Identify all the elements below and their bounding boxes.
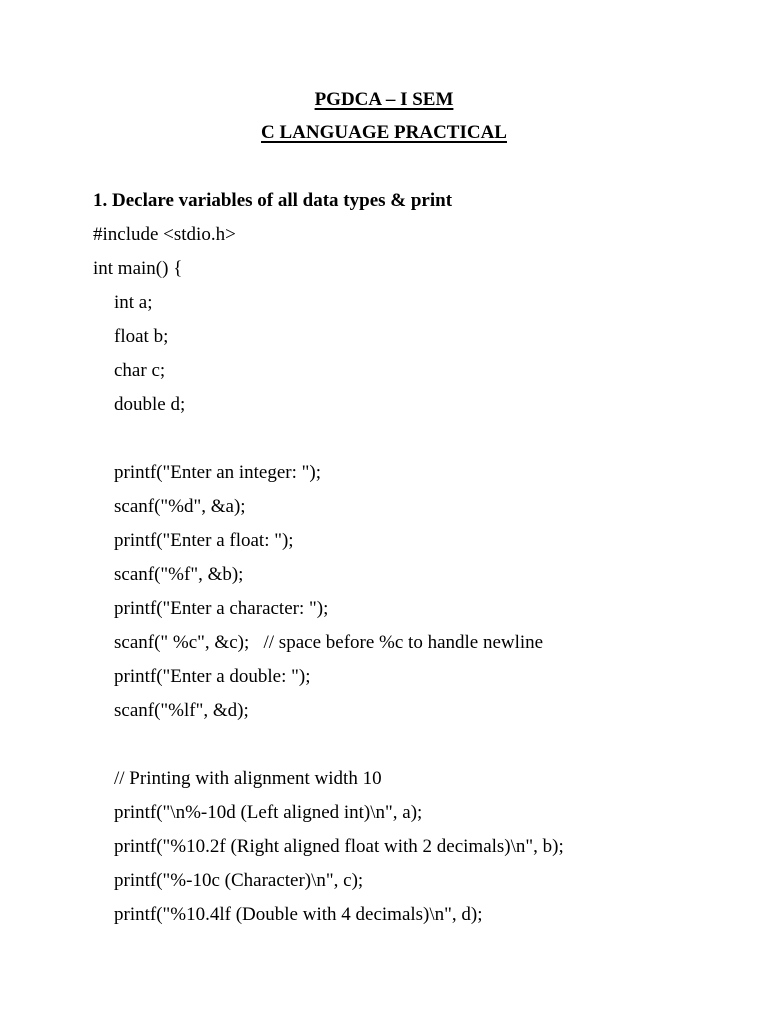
code-line: printf("Enter a double: ");	[114, 666, 311, 687]
code-line: scanf(" %c", &c); // space before %c to handle newline	[114, 632, 544, 653]
code-line: // Printing with alignment width 10	[114, 768, 382, 789]
code-line: printf("\n%-10d (Left aligned int)\n", a);	[114, 802, 423, 823]
section-heading: 1. Declare variables of all data types & print	[93, 190, 453, 211]
document-subtitle: C LANGUAGE PRACTICAL	[261, 122, 507, 143]
code-line: float b;	[114, 326, 169, 347]
code-line: scanf("%lf", &d);	[114, 700, 249, 721]
code-line: int main() {	[93, 258, 183, 279]
code-line: #include <stdio.h>	[93, 224, 236, 245]
code-line: printf("%10.4lf (Double with 4 decimals)\n", d);	[114, 904, 483, 925]
code-line: scanf("%d", &a);	[114, 496, 246, 517]
code-line: char c;	[114, 360, 166, 381]
code-line: scanf("%f", &b);	[114, 564, 244, 585]
code-line: int a;	[114, 292, 153, 313]
blank-line	[93, 733, 753, 767]
code-line: printf("%10.2f (Right aligned float with 2 decimals)\n", b);	[114, 836, 564, 857]
code-line: double d;	[114, 394, 186, 415]
document-title: PGDCA – I SEM	[314, 89, 454, 110]
code-line: printf("Enter an integer: ");	[114, 462, 322, 483]
code-line: printf("Enter a character: ");	[114, 598, 329, 619]
blank-line	[93, 427, 753, 461]
code-listing	[93, 223, 753, 937]
code-line: printf("Enter a float: ");	[114, 530, 294, 551]
code-line: printf("%-10c (Character)\n", c);	[114, 870, 364, 891]
